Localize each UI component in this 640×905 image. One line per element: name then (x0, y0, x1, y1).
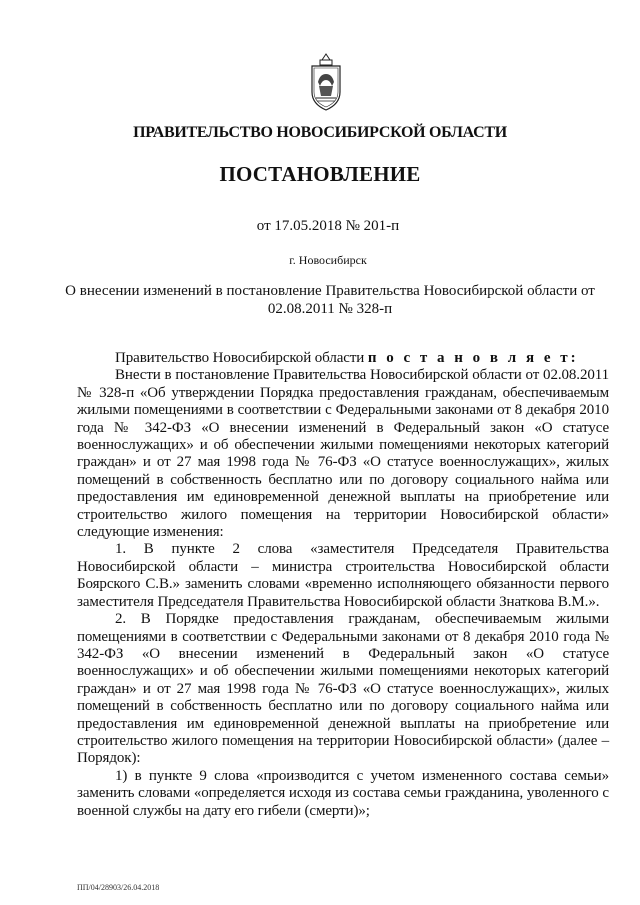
document-type-title: ПОСТАНОВЛЕНИЕ (219, 162, 421, 186)
intro-action: п о с т а н о в л я е т: (367, 350, 579, 366)
document-subject: О внесении изменений в постановление Правительства Новосибирской области от 02.08.2011 № 328-п (65, 283, 595, 317)
government-name: ПРАВИТЕЛЬСТВО НОВОСИБИРСКОЙ ОБЛАСТИ (133, 124, 507, 141)
body-paragraph: Внести в постановление Правительства Новосибирской области от 02.08.2011 № 328-п «Об утверждении Порядка предоставления гражданам, обеспечиваемым жилыми помещениями в соответствии с Федеральными законами от 8 декабря 2010 года № 342-ФЗ «О внесении изменений в Федеральный закон «О статусе военнослужащих» и об обеспечении жилыми помещениями некоторых категорий граждан» и от 27 мая 1998 года № 76-ФЗ «О статусе военнослужащих», жилых помещений в собственность бесплатно или по договору социального найма или предоставления им единовременной денежной выплаты на приобретение или строительство жилого помещения на территории Новосибирской области» следующие изменения: (77, 367, 609, 541)
body-paragraph: 1. В пункте 2 слова «заместителя Председателя Правительства Новосибирской области – министра строительства Новосибирской области Боярского С.В.» заменить словами «временно исполняющего обязанности первого заместителя Председателя Правительства Новосибирской области Знаткова В.М.». (77, 541, 609, 610)
body-paragraph: 2. В Порядке предоставления гражданам, обеспечиваемым жилыми помещениями в соответствии с Федеральными законами от 8 декабря 2010 года № 342-ФЗ «О внесении изменений в Федеральный закон «О статусе военнослужащих» и об обеспечении жилыми помещениями некоторых категорий граждан» и от 27 мая 1998 года № 76-ФЗ «О статусе военнослужащих», жилых помещений в собственность бесплатно или по договору социального найма или предоставления им единовременной денежной выплаты на приобретение или строительство жилого помещения на территории Новосибирской области» (далее – Порядок): (77, 611, 609, 767)
document-date-number: от 17.05.2018 № 201-п (256, 218, 400, 234)
intro-lead: Правительство Новосибирской области (115, 350, 365, 366)
document-footer-code: ПП/04/28903/26.04.2018 (77, 883, 160, 892)
body-paragraph: 1) в пункте 9 слова «производится с учетом измененного состава семьи» заменить словами «определяется исходя из состава семьи гражданина, уволенного с военной службы на дату его гибели (смерти)»; (77, 767, 609, 819)
coat-of-arms-emblem (308, 52, 344, 112)
intro-paragraph (77, 350, 609, 367)
document-city: г. Новосибирск (289, 253, 367, 267)
novosibirsk-coat-of-arms-icon (308, 52, 344, 112)
document-body (77, 350, 609, 820)
